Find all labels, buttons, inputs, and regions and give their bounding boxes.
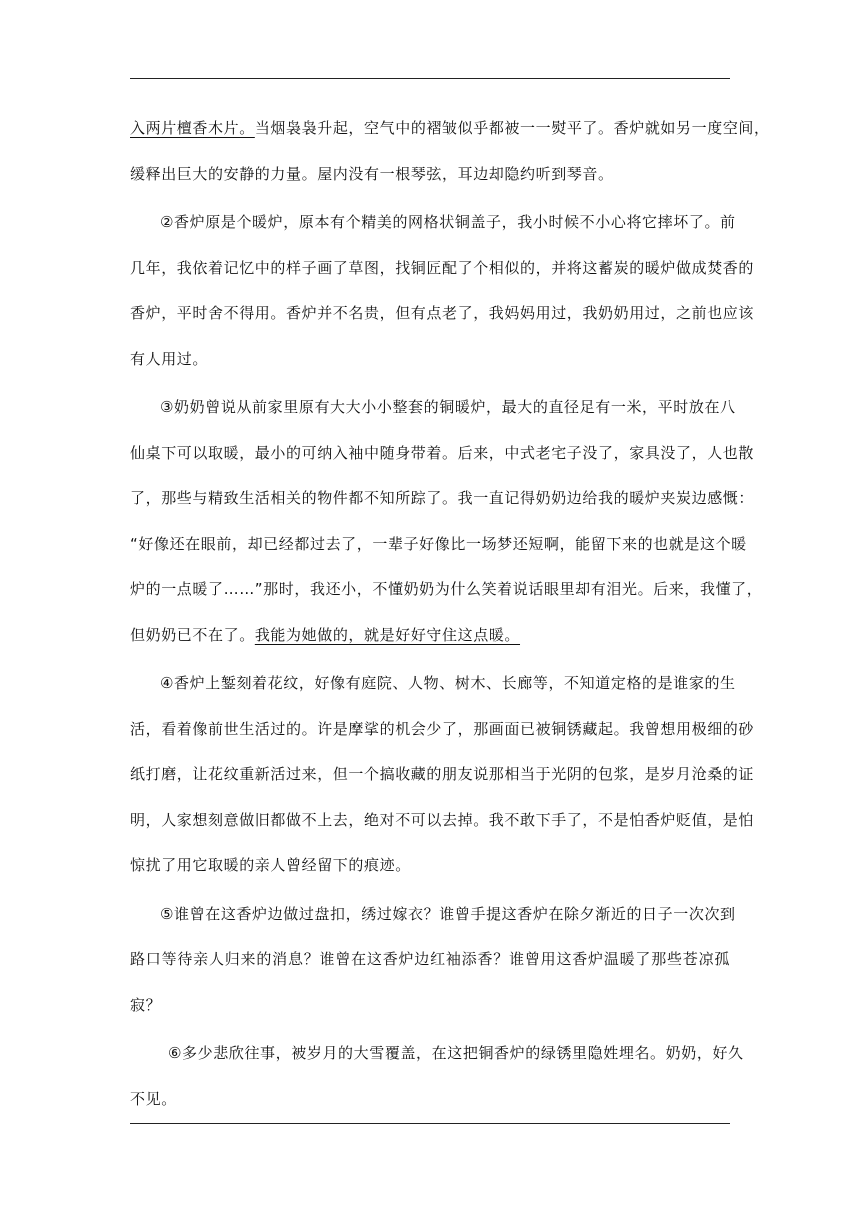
underlined-phrase: 入两片檀香木片。 (130, 119, 255, 137)
paragraph-2-line-3: 香炉，平时舍不得用。香炉并不名贵，但有点老了，我妈妈用过，我奶奶用过，之前也应该 (130, 304, 755, 322)
paragraph-3-line-1: ③奶奶曾说从前家里原有大大小小整套的铜暖炉，最大的直径足有一米，平时放在八 (160, 398, 736, 416)
paragraph-6-line-2: 不见。 (130, 1089, 177, 1108)
paragraph-1-line-2: 缓释出巨大的安静的力量。屋内没有一根琴弦，耳边却隐约听到琴音。 (130, 164, 614, 183)
paragraph-2-line-1: ②香炉原是个暖炉，原本有个精美的网格状铜盖子，我小时候不小心将它摔坏了。前 (160, 213, 736, 231)
header-rule (130, 78, 730, 79)
paragraph-3-text: 但奶奶已不在了。 (130, 625, 255, 644)
paragraph-5-line-3: 寂？ (130, 995, 162, 1014)
paragraph-4-line-3: 纸打磨，让花纹重新活过来，但一个搞收藏的朋友说那相当于光阴的包浆，是岁月沧桑的证 (130, 765, 755, 783)
paragraph-4-line-5: 惊扰了用它取暖的亲人曾经留下的痕迹。 (130, 856, 411, 874)
paragraph-1-line-1 (130, 106, 770, 152)
paragraph-5-line-1: ⑤谁曾在这香炉边做过盘扣，绣过嫁衣？谁曾手提这香炉在除夕渐近的日子一次次到 (160, 904, 736, 923)
paragraph-3-line-3: 了，那些与精致生活相关的物件都不知所踪了。我一直记得奶奶边给我的暖炉夹炭边感慨： (130, 489, 755, 507)
paragraph-3-line-4: “好像还在眼前，却已经都过去了，一辈子好像比一场梦还短啊，能留下来的也就是这个暖 (130, 534, 747, 553)
paragraph-3-line-2: 仙桌下可以取暖，最小的可纳入袖中随身带着。后来，中式老宅子没了，家具没了，人也散 (130, 443, 755, 462)
paragraph-4-line-4: 明，人家想刻意做旧都做不上去，绝对不可以去掉。我不敢下手了，不是怕香炉贬值，是怕 (130, 810, 755, 829)
paragraph-3-line-6 (130, 613, 730, 659)
paragraph-6-line-1: ⑥多少悲欣往事，被岁月的大雪覆盖，在这把铜香炉的绿锈里隐姓埋名。奶奶，好久 (168, 1044, 744, 1062)
document-body (130, 106, 770, 1122)
paragraph-1-text: 当烟袅袅升起，空气中的褶皱似乎都被一一熨平了。香炉就如另一度空间， (254, 119, 770, 137)
paragraph-4-line-2: 活，看着像前世生活过的。许是摩挲的机会少了，那画面已被铜锈藏起。我曾想用极细的砂 (130, 719, 755, 738)
paragraph-2-line-2: 几年，我依着记忆中的样子画了草图，找铜匠配了个相似的，并将这蓄炭的暖炉做成焚香的 (130, 258, 755, 277)
underlined-sentence: 我能为她做的，就是好好守住这点暖。 (254, 625, 521, 644)
paragraph-3-line-5: 炉的一点暖了……”那时，我还小，不懂奶奶为什么笑着说话眼里却有泪光。后来，我懂了， (130, 580, 763, 598)
paragraph-5-line-2: 路口等待亲人归来的消息？谁曾在这香炉边红袖添香？谁曾用这香炉温暖了那些苍凉孤 (130, 950, 730, 968)
paragraph-4-line-1: ④香炉上錾刻着花纹，好像有庭院、人物、树木、长廊等，不知道定格的是谁家的生 (160, 674, 736, 692)
paragraph-2-line-4: 有人用过。 (130, 349, 209, 368)
footer-rule (130, 1123, 730, 1124)
